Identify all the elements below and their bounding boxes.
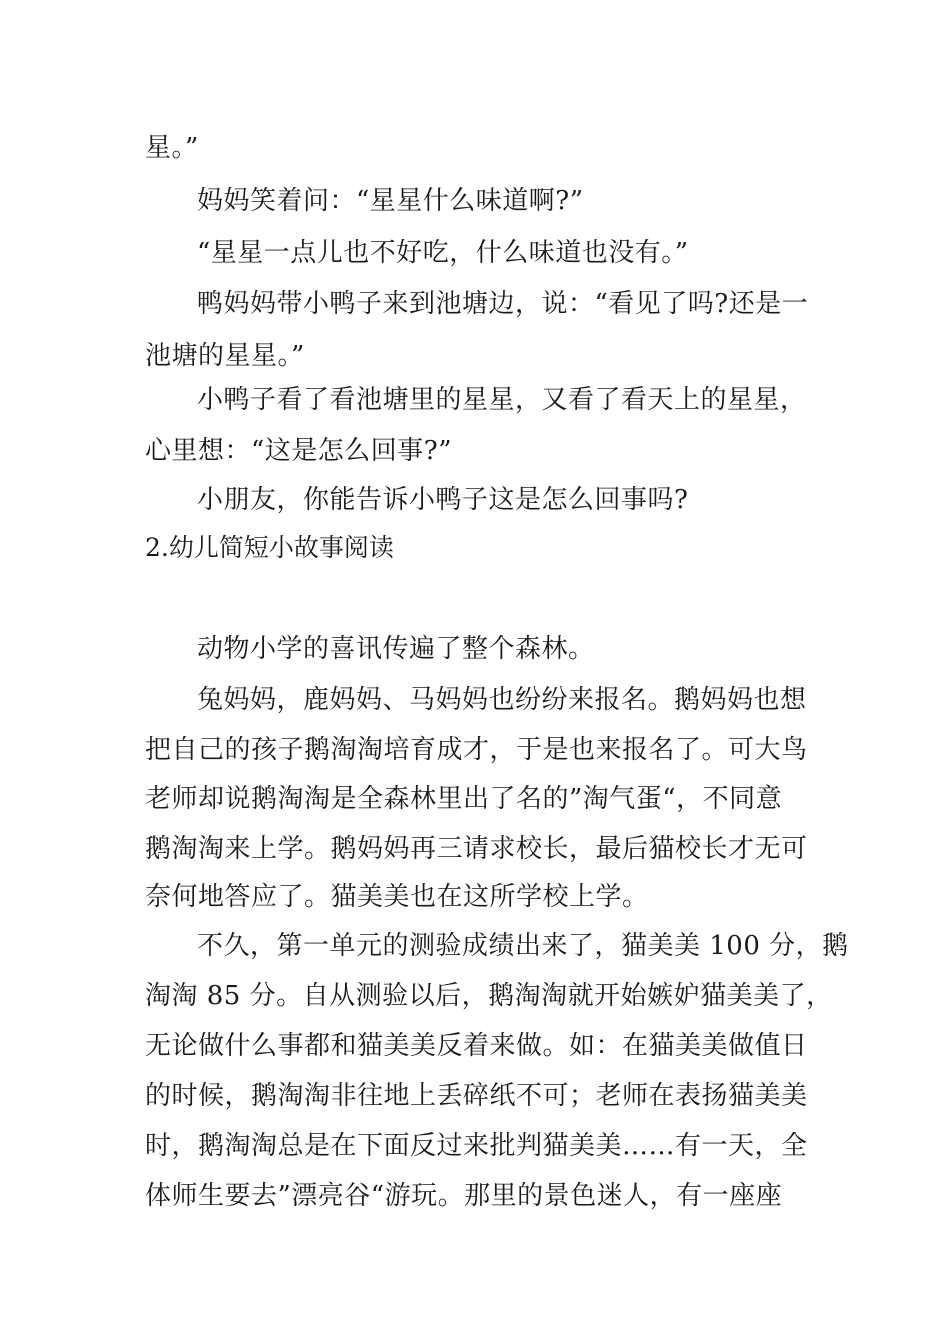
text-line-3: “星星一点儿也不好吃，什么味道也没有。” bbox=[197, 238, 689, 268]
text-line-17: 无论做什么事都和猫美美反着来做。如：在猫美美做值日 bbox=[145, 1031, 808, 1061]
text-line-12: 老师却说鹅淘淘是全森林里出了名的”淘气蛋“，不同意 bbox=[145, 784, 783, 814]
text-line-8: 小朋友，你能告诉小鸭子这是怎么回事吗? bbox=[197, 485, 689, 515]
text-line-10: 兔妈妈，鹿妈妈、马妈妈也纷纷来报名。鹅妈妈也想 bbox=[197, 685, 807, 715]
text-line-19: 时，鹅淘淘总是在下面反过来批判猫美美……有一天，全 bbox=[145, 1131, 808, 1161]
text-line-20: 体师生要去”漂亮谷“游玩。那里的景色迷人，有一座座 bbox=[145, 1181, 783, 1211]
text-line-15: 不久，第一单元的测验成绩出来了，猫美美 100 分，鹅 bbox=[197, 931, 849, 961]
text-line-11: 把自己的孩子鹅淘淘培育成才，于是也来报名了。可大鸟 bbox=[145, 735, 808, 765]
text-line-13: 鹅淘淘来上学。鹅妈妈再三请求校长，最后猫校长才无可 bbox=[145, 834, 808, 864]
text-line-4: 鸭妈妈带小鸭子来到池塘边，说：“看见了吗?还是一 bbox=[197, 289, 809, 319]
section-heading: 2.幼儿简短小故事阅读 bbox=[145, 533, 394, 562]
text-line-6: 小鸭子看了看池塘里的星星，又看了看天上的星星， bbox=[197, 385, 807, 415]
text-line-7: 心里想：“这是怎么回事?” bbox=[145, 436, 453, 466]
text-line-1: 星。” bbox=[145, 133, 199, 163]
text-line-18: 的时候，鹅淘淘非往地上丢碎纸不可；老师在表扬猫美美 bbox=[145, 1081, 808, 1111]
text-line-16: 淘淘 85 分。自从测验以后，鹅淘淘就开始嫉妒猫美美了， bbox=[145, 981, 833, 1011]
text-line-14: 奈何地答应了。猫美美也在这所学校上学。 bbox=[145, 882, 649, 912]
text-line-9: 动物小学的喜讯传遍了整个森林。 bbox=[197, 634, 595, 664]
text-line-2: 妈妈笑着问：“星星什么味道啊?” bbox=[197, 186, 584, 216]
text-line-5: 池塘的星星。” bbox=[145, 341, 305, 371]
